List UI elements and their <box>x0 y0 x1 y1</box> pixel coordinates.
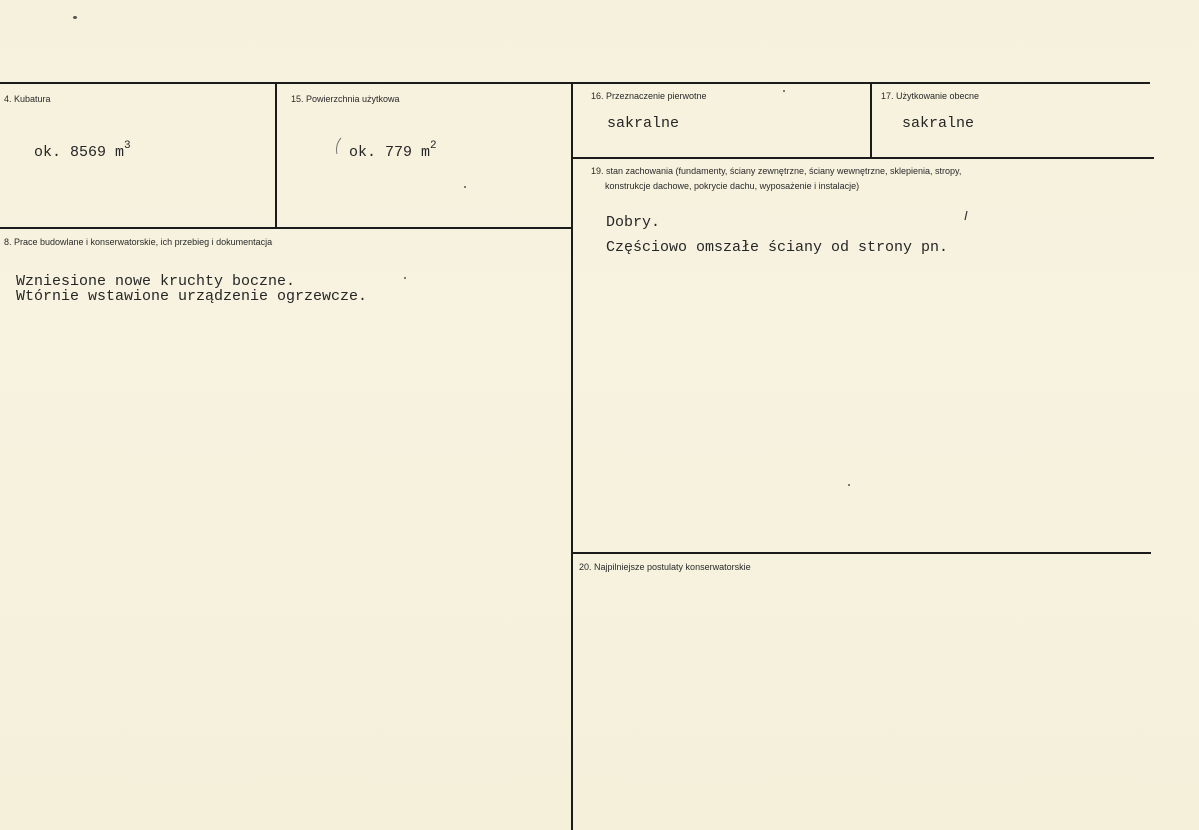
ink-speck <box>404 277 406 279</box>
prace-label: 8. Prace budowlane i konserwatorskie, ich przebieg i dokumentacja <box>4 237 273 247</box>
top-rule <box>0 82 1150 84</box>
stan-label-line-2: konstrukcje dachowe, pokrycie dachu, wyposażenie i instalacje) <box>605 181 860 191</box>
kubatura-label: 4. Kubatura <box>4 94 51 104</box>
pencil-tick-mark <box>963 210 969 222</box>
kubatura-exponent: 3 <box>124 140 131 152</box>
ink-speck <box>464 186 466 188</box>
rule-under-kubatura <box>0 227 573 229</box>
powierzchnia-exponent: 2 <box>430 140 437 152</box>
uzytkowanie-value: sakralne <box>902 115 975 132</box>
rule-under-stan <box>573 552 1151 554</box>
ink-speck <box>848 484 850 486</box>
divider-kubatura-powierzchnia <box>275 84 277 228</box>
ink-speck <box>73 16 77 19</box>
prace-line-1: Wzniesione nowe kruchty boczne. <box>16 273 296 290</box>
prace-line-2: Wtórnie wstawione urządzenie ogrzewcze. <box>16 288 368 305</box>
divider-przeznaczenie-uzytkowanie <box>870 84 872 158</box>
stan-line-2: Częściowo omszałe ściany od strony pn. <box>606 239 949 256</box>
kubatura-value-text: ok. 8569 m <box>34 144 125 161</box>
postulaty-label: 20. Najpilniejsze postulaty konserwatorskie <box>579 562 751 572</box>
powierzchnia-value-text: ok. 779 m <box>349 144 431 161</box>
main-vertical-divider <box>571 84 573 830</box>
ink-speck <box>783 90 785 92</box>
stan-line-1: Dobry. <box>606 214 661 231</box>
powierzchnia-label: 15. Powierzchnia użytkowa <box>291 94 400 104</box>
przeznaczenie-value: sakralne <box>607 115 680 132</box>
stan-label-line-1: 19. stan zachowania (fundamenty, ściany zewnętrzne, ściany wewnętrzne, sklepienia, stropy, <box>591 166 962 176</box>
rule-under-przeznaczenie <box>573 157 1154 159</box>
powierzchnia-value <box>349 137 437 164</box>
pencil-tick-mark <box>333 136 343 156</box>
kubatura-value <box>34 137 131 164</box>
przeznaczenie-label: 16. Przeznaczenie pierwotne <box>591 91 707 101</box>
uzytkowanie-label: 17. Użytkowanie obecne <box>881 91 980 101</box>
